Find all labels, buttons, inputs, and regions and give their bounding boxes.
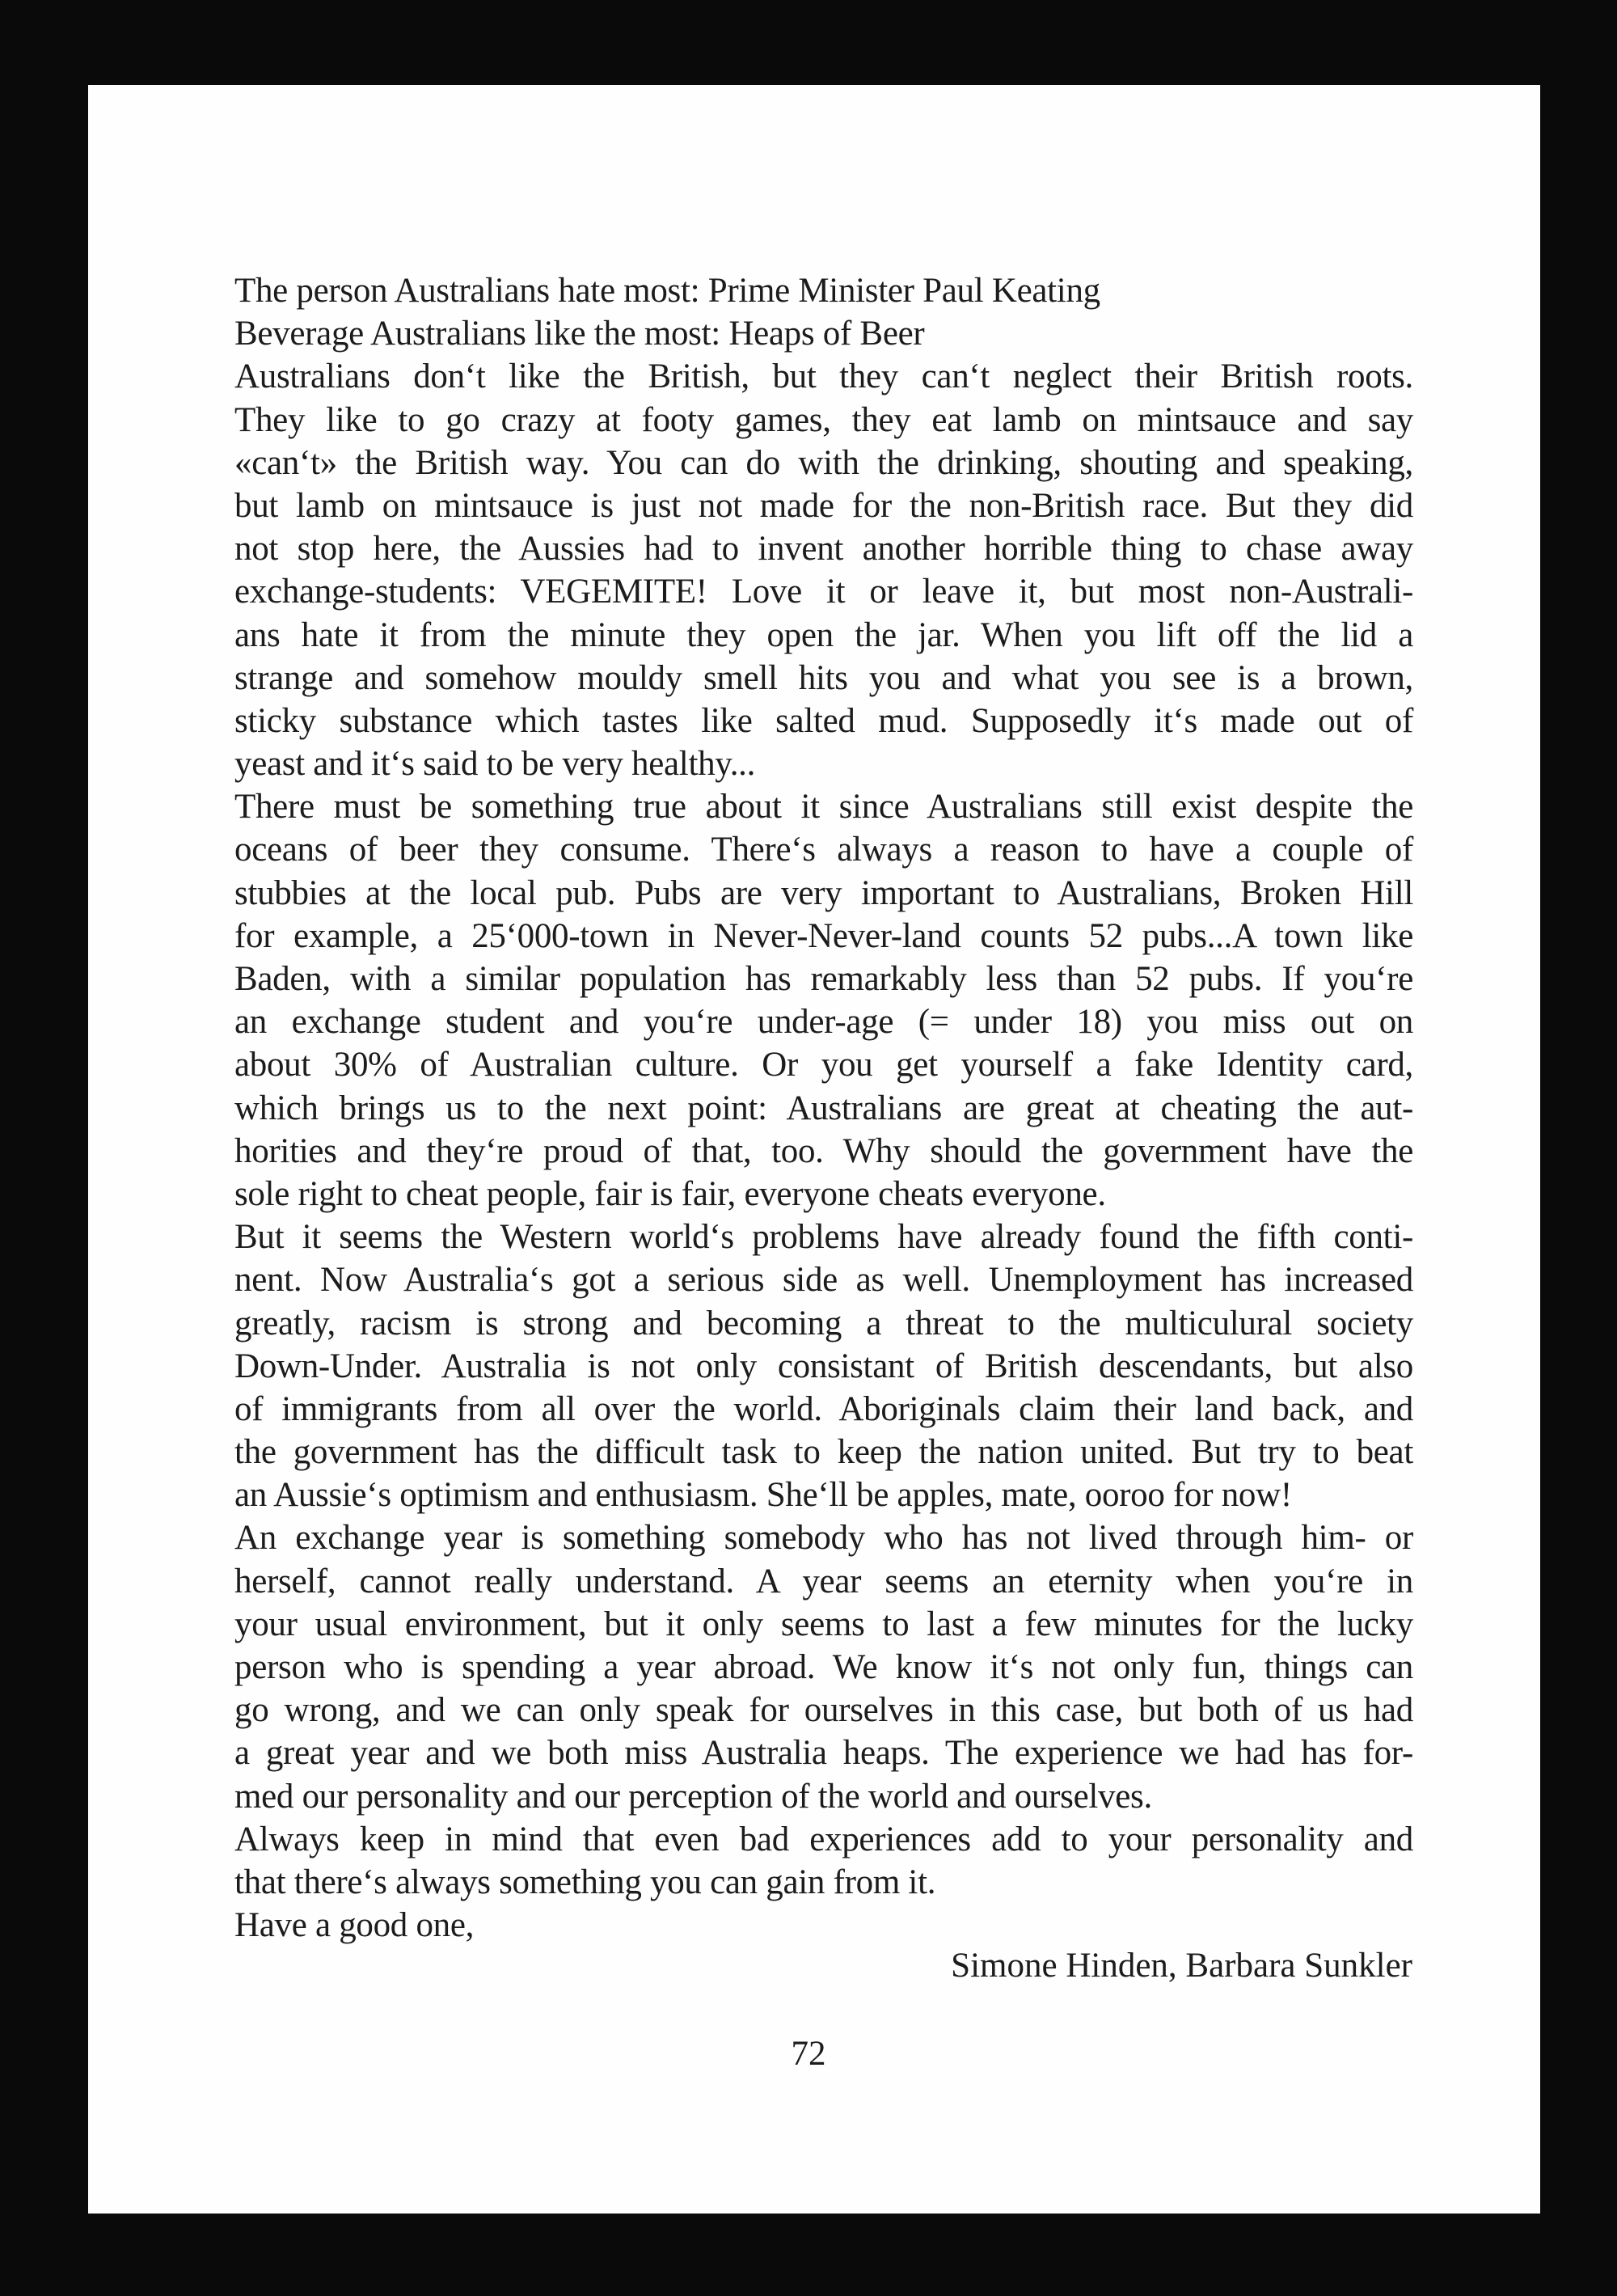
text-line: An exchange year is something somebody who has not lived through him- or: [234, 1519, 1413, 1558]
text-line: med our personality and our perception of the world and ourselves.: [234, 1777, 1152, 1816]
text-line: There must be something true about it since Australians still exist despite the: [234, 788, 1413, 827]
text-line: sticky substance which tastes like salted mud. Supposedly it‘s made out of: [234, 701, 1413, 740]
text-line: strange and somehow mouldy smell hits you and what you see is a brown,: [234, 658, 1413, 697]
text-line: an exchange student and you‘re under-age (= under 18) you miss out on: [234, 1003, 1413, 1042]
text-line: exchange-students: VEGEMITE! Love it or leave it, but most non-Australi-: [234, 573, 1413, 611]
text-line: your usual environment, but it only seems to last a few minutes for the lucky: [234, 1605, 1413, 1643]
page-number: 72: [791, 2035, 826, 2073]
signature: Simone Hinden, Barbara Sunkler: [951, 1947, 1412, 1985]
text-line: Australians don‘t like the British, but they can‘t neglect their British roots.: [234, 357, 1413, 396]
text-line: person who is spending a year abroad. We know it‘s not only fun, things can: [234, 1648, 1413, 1686]
text-line: «can‘t» the British way. You can do with the drinking, shouting and speaking,: [234, 443, 1413, 482]
text-line: about 30% of Australian culture. Or you get yourself a fake Identity card,: [234, 1046, 1413, 1085]
text-line: horities and they‘re proud of that, too. Why should the government have the: [234, 1131, 1413, 1170]
text-line: Beverage Australians like the most: Heaps of Beer: [234, 315, 925, 353]
text-line: sole right to cheat people, fair is fair, everyone cheats everyone.: [234, 1174, 1106, 1213]
body-text: [234, 269, 1413, 1947]
text-line: an Aussie‘s optimism and enthusiasm. She‘ll be apples, mate, ooroo for now!: [234, 1476, 1292, 1515]
text-line: herself, cannot really understand. A year seems an eternity when you‘re in: [234, 1562, 1413, 1600]
text-line: of immigrants from all over the world. Aboriginals claim their land back, and: [234, 1389, 1413, 1428]
text-line: for example, a 25‘000-town in Never-Never-land counts 52 pubs...A town like: [234, 916, 1413, 955]
text-line: Baden, with a similar population has remarkably less than 52 pubs. If you‘re: [234, 960, 1413, 998]
text-line: not stop here, the Aussies had to invent another horrible thing to chase away: [234, 530, 1413, 569]
text-line: yeast and it‘s said to be very healthy...: [234, 745, 756, 784]
text-line: ans hate it from the minute they open the jar. When you lift off the lid a: [234, 615, 1413, 654]
text-line: that there‘s always something you can gain from it.: [234, 1863, 936, 1901]
text-line: which brings us to the next point: Australians are great at cheating the aut-: [234, 1089, 1413, 1127]
text-line: Down-Under. Australia is not only consistant of British descendants, but also: [234, 1347, 1413, 1385]
text-line: the government has the difficult task to keep the nation united. But try to beat: [234, 1433, 1413, 1472]
text-line: stubbies at the local pub. Pubs are very important to Australians, Broken Hill: [234, 873, 1413, 912]
text-line: The person Australians hate most: Prime Minister Paul Keating: [234, 272, 1100, 310]
text-line: go wrong, and we can only speak for ourselves in this case, but both of us had: [234, 1691, 1413, 1730]
text-line: but lamb on mintsauce is just not made for the non-British race. But they did: [234, 486, 1413, 525]
text-line: They like to go crazy at footy games, they eat lamb on mintsauce and say: [234, 400, 1413, 439]
text-line: greatly, racism is strong and becoming a threat to the multiculural society: [234, 1304, 1413, 1343]
text-line: Have a good one,: [234, 1906, 475, 1945]
text-line: nent. Now Australia‘s got a serious side as well. Unemployment has increased: [234, 1261, 1413, 1300]
text-line: oceans of beer they consume. There‘s always a reason to have a couple of: [234, 831, 1413, 869]
text-line: Always keep in mind that even bad experiences add to your personality and: [234, 1820, 1413, 1858]
text-line: a great year and we both miss Australia heaps. The experience we had has for-: [234, 1734, 1413, 1773]
text-line: But it seems the Western world‘s problems have already found the fifth conti-: [234, 1218, 1413, 1257]
